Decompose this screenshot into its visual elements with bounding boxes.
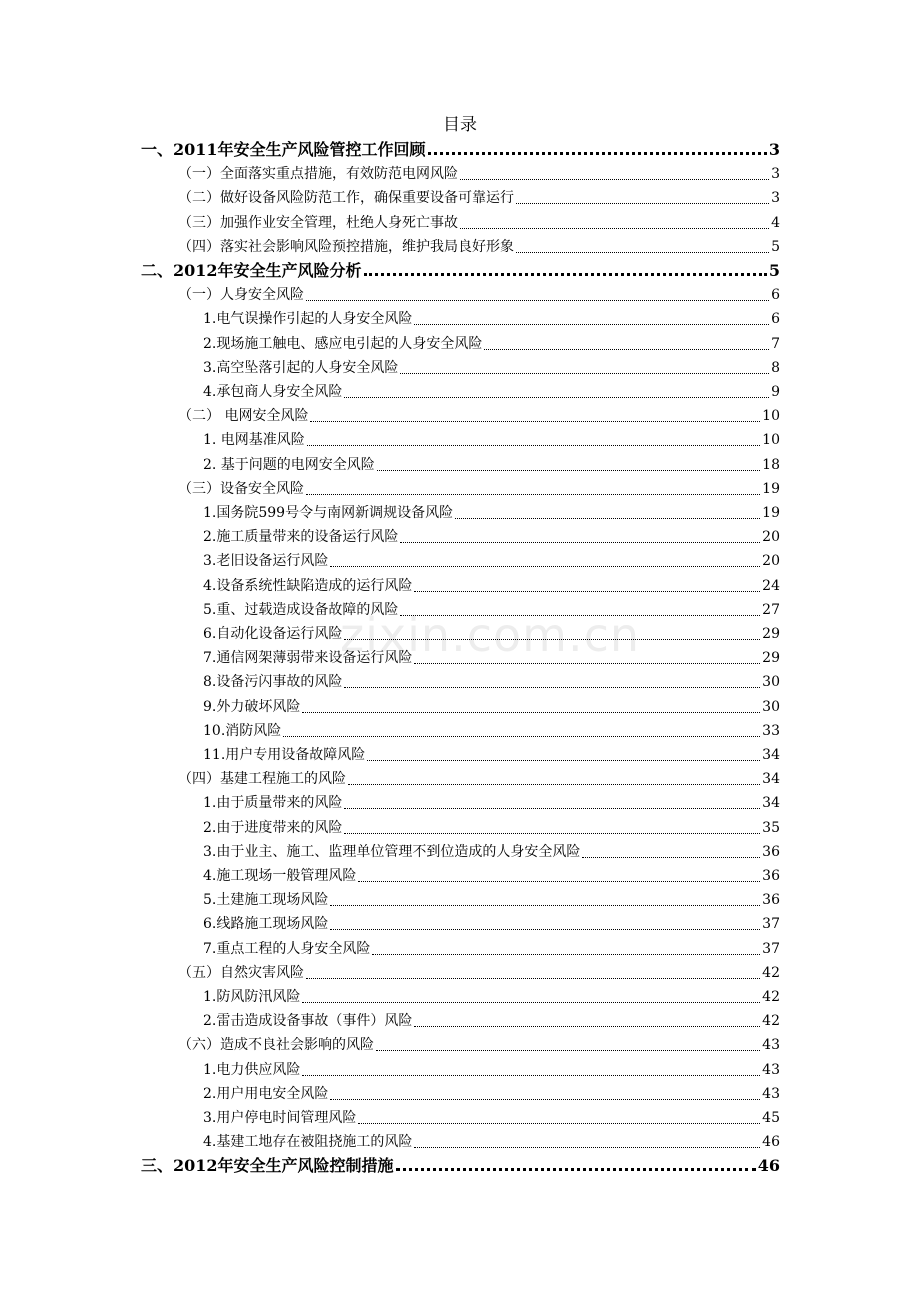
toc-entry-label: 1. 电网基准风险 (203, 432, 305, 449)
toc-entry-label: 2.由于进度带来的风险 (203, 819, 343, 836)
toc-entry-page-number: 42 (762, 1013, 780, 1030)
toc-subsection-entry[interactable] (203, 719, 780, 743)
toc-dot-leader (460, 179, 769, 180)
toc-section-entry[interactable] (178, 235, 780, 259)
toc-subsection-entry[interactable] (203, 501, 780, 525)
toc-entry-label: 一、2011年安全生产风险管控工作回顾 (141, 140, 426, 159)
toc-subsection-entry[interactable] (203, 743, 780, 767)
toc-entry-label: 4.设备系统性缺陷造成的运行风险 (203, 577, 413, 594)
toc-title: 目录 (443, 115, 477, 135)
toc-entry-page-number: 30 (762, 674, 780, 691)
toc-entry-label: （一）人身安全风险 (178, 287, 304, 304)
toc-subsection-entry[interactable] (203, 695, 780, 719)
toc-subsection-entry[interactable] (203, 356, 780, 380)
toc-subsection-entry[interactable] (203, 816, 780, 840)
toc-entry-label: 三、2012年安全生产风险控制措施 (141, 1156, 394, 1176)
toc-subsection-entry[interactable] (203, 1130, 780, 1154)
toc-subsection-entry[interactable] (203, 1106, 780, 1130)
toc-entry-page-number: 46 (762, 1134, 780, 1151)
toc-dot-leader (414, 1026, 760, 1027)
toc-dot-leader (358, 1123, 760, 1124)
toc-entry-label: 6.线路施工现场风险 (203, 916, 329, 933)
toc-entry-page-number: 43 (762, 1085, 780, 1102)
toc-entry-page-number: 20 (762, 529, 780, 546)
toc-entry-label: （五）自然灾害风险 (178, 964, 304, 981)
toc-entry-page-number: 7 (771, 335, 780, 352)
toc-entry-label: 1.由于质量带来的风险 (203, 795, 343, 812)
toc-entry-page-number: 36 (762, 892, 780, 909)
toc-dot-leader (344, 397, 769, 398)
toc-chapter-entry[interactable] (141, 259, 780, 283)
toc-entry-label: 2.施工质量带来的设备运行风险 (203, 529, 399, 546)
toc-entry-page-number: 6 (771, 311, 780, 328)
toc-dot-leader (377, 470, 760, 471)
toc-entry-page-number: 34 (762, 771, 780, 788)
toc-entry-label: 2. 基于问题的电网安全风险 (203, 456, 375, 473)
toc-dot-leader (484, 349, 769, 350)
toc-entry-label: 1.电气误操作引起的人身安全风险 (203, 311, 413, 328)
toc-section-entry[interactable] (178, 283, 780, 307)
toc-entry-page-number: 19 (762, 505, 780, 521)
toc-section-entry[interactable] (178, 961, 780, 985)
toc-entry-page-number: 5 (768, 261, 780, 280)
toc-entry-label: 3.高空坠落引起的人身安全风险 (203, 359, 399, 376)
toc-entry-page-number: 9 (771, 384, 780, 400)
toc-entry-page-number: 3 (768, 140, 780, 159)
toc-entry-page-number: 35 (762, 819, 780, 836)
toc-entry-label: 3.用户停电时间管理风险 (203, 1110, 357, 1126)
toc-subsection-entry[interactable] (203, 888, 780, 912)
toc-section-entry[interactable] (178, 767, 780, 791)
watermark: zixin.com.cn (340, 608, 641, 662)
toc-dot-leader (414, 591, 760, 592)
toc-dot-leader (302, 1075, 760, 1076)
toc-entry-label: 5.土建施工现场风险 (203, 892, 329, 909)
toc-entry-page-number: 3 (771, 190, 780, 207)
toc-subsection-entry[interactable] (203, 791, 780, 815)
toc-entry-page-number: 5 (771, 238, 780, 255)
toc-entry-label: 二、2012年安全生产风险分析 (141, 261, 362, 280)
toc-dot-leader (344, 808, 760, 809)
toc-entry-page-number: 33 (762, 722, 780, 739)
toc-subsection-entry[interactable] (203, 985, 780, 1009)
toc-entry-page-number: 37 (762, 916, 780, 933)
toc-entry-page-number: 29 (762, 626, 780, 642)
toc-subsection-entry[interactable] (203, 525, 780, 549)
toc-section-entry[interactable] (178, 211, 780, 235)
toc-dot-leader (414, 1147, 760, 1148)
toc-dot-leader (307, 445, 760, 446)
toc-entry-page-number: 10 (762, 408, 780, 425)
toc-entry-label: 11.用户专用设备故障风险 (203, 747, 366, 763)
toc-entry-label: 1.防风防汛风险 (203, 989, 301, 1005)
toc-entry-page-number: 29 (762, 650, 780, 667)
toc-entry-label: 7.重点工程的人身安全风险 (203, 940, 371, 957)
toc-dot-leader (428, 152, 767, 155)
toc-entry-page-number: 24 (762, 577, 780, 594)
toc-subsection-entry[interactable] (203, 1058, 780, 1082)
toc-entry-page-number: 19 (762, 480, 780, 497)
toc-dot-leader (330, 566, 760, 567)
toc-entry-page-number: 43 (762, 1061, 780, 1078)
toc-dot-leader (306, 494, 760, 495)
toc-entry-page-number: 36 (762, 868, 780, 884)
toc-entry-label: 6.自动化设备运行风险 (203, 626, 343, 642)
toc-entry-page-number: 36 (762, 843, 780, 860)
toc-section-entry[interactable] (178, 186, 780, 210)
toc-entry-label: 9.外力破坏风险 (203, 698, 301, 715)
toc-subsection-entry[interactable] (203, 574, 780, 598)
toc-entry-page-number: 42 (762, 964, 780, 981)
toc-entry-label: 2.雷击造成设备事故（事件）风险 (203, 1013, 413, 1030)
toc-subsection-entry[interactable] (203, 864, 780, 888)
toc-entry-label: 3.由于业主、施工、监理单位管理不到位造成的人身安全风险 (203, 843, 581, 860)
toc-entry-page-number: 46 (757, 1156, 780, 1176)
toc-entry-page-number: 10 (762, 432, 780, 449)
toc-entry-label: 10.消防风险 (203, 722, 282, 739)
toc-chapter-entry[interactable] (141, 138, 780, 162)
toc-entry-label: （四）落实社会影响风险预控措施，维护我局良好形象 (178, 238, 514, 255)
toc-entry-label: 5.重、过载造成设备故障的风险 (203, 601, 399, 618)
toc-entry-label: 8.设备污闪事故的风险 (203, 674, 343, 691)
toc-subsection-entry[interactable] (203, 912, 780, 936)
toc-entry-label: （二）做好设备风险防范工作，确保重要设备可靠运行 (178, 190, 514, 207)
toc-entry-page-number: 34 (762, 747, 780, 763)
toc-dot-leader (330, 905, 760, 906)
toc-dot-leader (414, 663, 760, 664)
toc-dot-leader (283, 736, 760, 737)
toc-dot-leader (372, 954, 760, 955)
toc-entry-page-number: 30 (762, 698, 780, 715)
toc-entry-page-number: 45 (762, 1110, 780, 1126)
toc-subsection-entry[interactable] (203, 428, 780, 452)
toc-dot-leader (344, 687, 760, 688)
toc-dot-leader (460, 228, 769, 229)
toc-subsection-entry[interactable] (203, 307, 780, 331)
toc-dot-leader (516, 252, 769, 253)
toc-entry-label: 4.承包商人身安全风险 (203, 384, 343, 400)
toc-dot-leader (358, 881, 760, 882)
toc-dot-leader (367, 760, 760, 761)
toc-entry-page-number: 37 (762, 940, 780, 957)
toc-dot-leader (302, 1002, 760, 1003)
toc-chapter-entry[interactable] (141, 1154, 780, 1178)
toc-dot-leader (455, 518, 760, 519)
toc-entry-page-number: 42 (762, 989, 780, 1005)
toc-section-entry[interactable] (178, 162, 780, 186)
toc-dot-leader (344, 833, 760, 834)
toc-dot-leader (400, 373, 769, 374)
toc-dot-leader (414, 324, 769, 325)
toc-entry-label: （三）设备安全风险 (178, 480, 304, 497)
toc-entry-label: （六）造成不良社会影响的风险 (178, 1037, 374, 1054)
toc-dot-leader (310, 421, 760, 422)
toc-entry-label: 2.用户用电安全风险 (203, 1085, 329, 1102)
toc-dot-leader (330, 929, 760, 930)
toc-section-entry[interactable] (178, 1033, 780, 1057)
toc-section-entry[interactable] (178, 477, 780, 501)
toc-dot-leader (376, 1050, 760, 1051)
toc-dot-leader (396, 1168, 756, 1171)
toc-dot-leader (306, 300, 769, 301)
toc-dot-leader (516, 203, 769, 204)
toc-entry-page-number: 3 (771, 166, 780, 183)
toc-entry-label: （四）基建工程施工的风险 (178, 771, 346, 788)
toc-subsection-entry[interactable] (203, 1009, 780, 1033)
toc-dot-leader (348, 784, 760, 785)
toc-dot-leader (364, 273, 767, 276)
toc-entry-label: 3.老旧设备运行风险 (203, 553, 329, 570)
toc-subsection-entry[interactable] (203, 937, 780, 961)
toc-dot-leader (302, 712, 760, 713)
toc-subsection-entry[interactable] (203, 380, 780, 404)
toc-dot-leader (400, 542, 760, 543)
toc-subsection-entry[interactable] (203, 453, 780, 477)
toc-entry-page-number: 8 (771, 359, 780, 376)
toc-entry-page-number: 4 (771, 214, 780, 231)
toc-subsection-entry[interactable] (203, 332, 780, 356)
toc-entry-page-number: 20 (762, 553, 780, 570)
toc-entry-label: （三）加强作业安全管理，杜绝人身死亡事故 (178, 214, 458, 231)
toc-entry-page-number: 27 (762, 601, 780, 618)
toc-entry-page-number: 18 (762, 456, 780, 473)
toc-entry-label: （一）全面落实重点措施，有效防范电网风险 (178, 166, 458, 183)
toc-entry-label: 4.基建工地存在被阻挠施工的风险 (203, 1134, 413, 1151)
toc-entry-page-number: 43 (762, 1037, 780, 1054)
toc-entry-label: 4.施工现场一般管理风险 (203, 868, 357, 884)
toc-dot-leader (582, 857, 760, 858)
toc-dot-leader (330, 1099, 760, 1100)
toc-section-entry[interactable] (178, 404, 780, 428)
toc-entry-page-number: 34 (762, 795, 780, 812)
toc-entry-label: 1.国务院599号令与南网新调规设备风险 (203, 505, 454, 521)
toc-entry-label: 7.通信网架薄弱带来设备运行风险 (203, 650, 413, 667)
toc-subsection-entry[interactable] (203, 1082, 780, 1106)
toc-subsection-entry[interactable] (203, 840, 780, 864)
toc-subsection-entry[interactable] (203, 549, 780, 573)
toc-entry-label: （二） 电网安全风险 (178, 408, 309, 425)
toc-entry-label: 2.现场施工触电、感应电引起的人身安全风险 (203, 335, 483, 352)
toc-entry-label: 1.电力供应风险 (203, 1061, 301, 1078)
toc-subsection-entry[interactable] (203, 670, 780, 694)
toc-dot-leader (306, 978, 760, 979)
toc-entry-page-number: 6 (771, 287, 780, 304)
